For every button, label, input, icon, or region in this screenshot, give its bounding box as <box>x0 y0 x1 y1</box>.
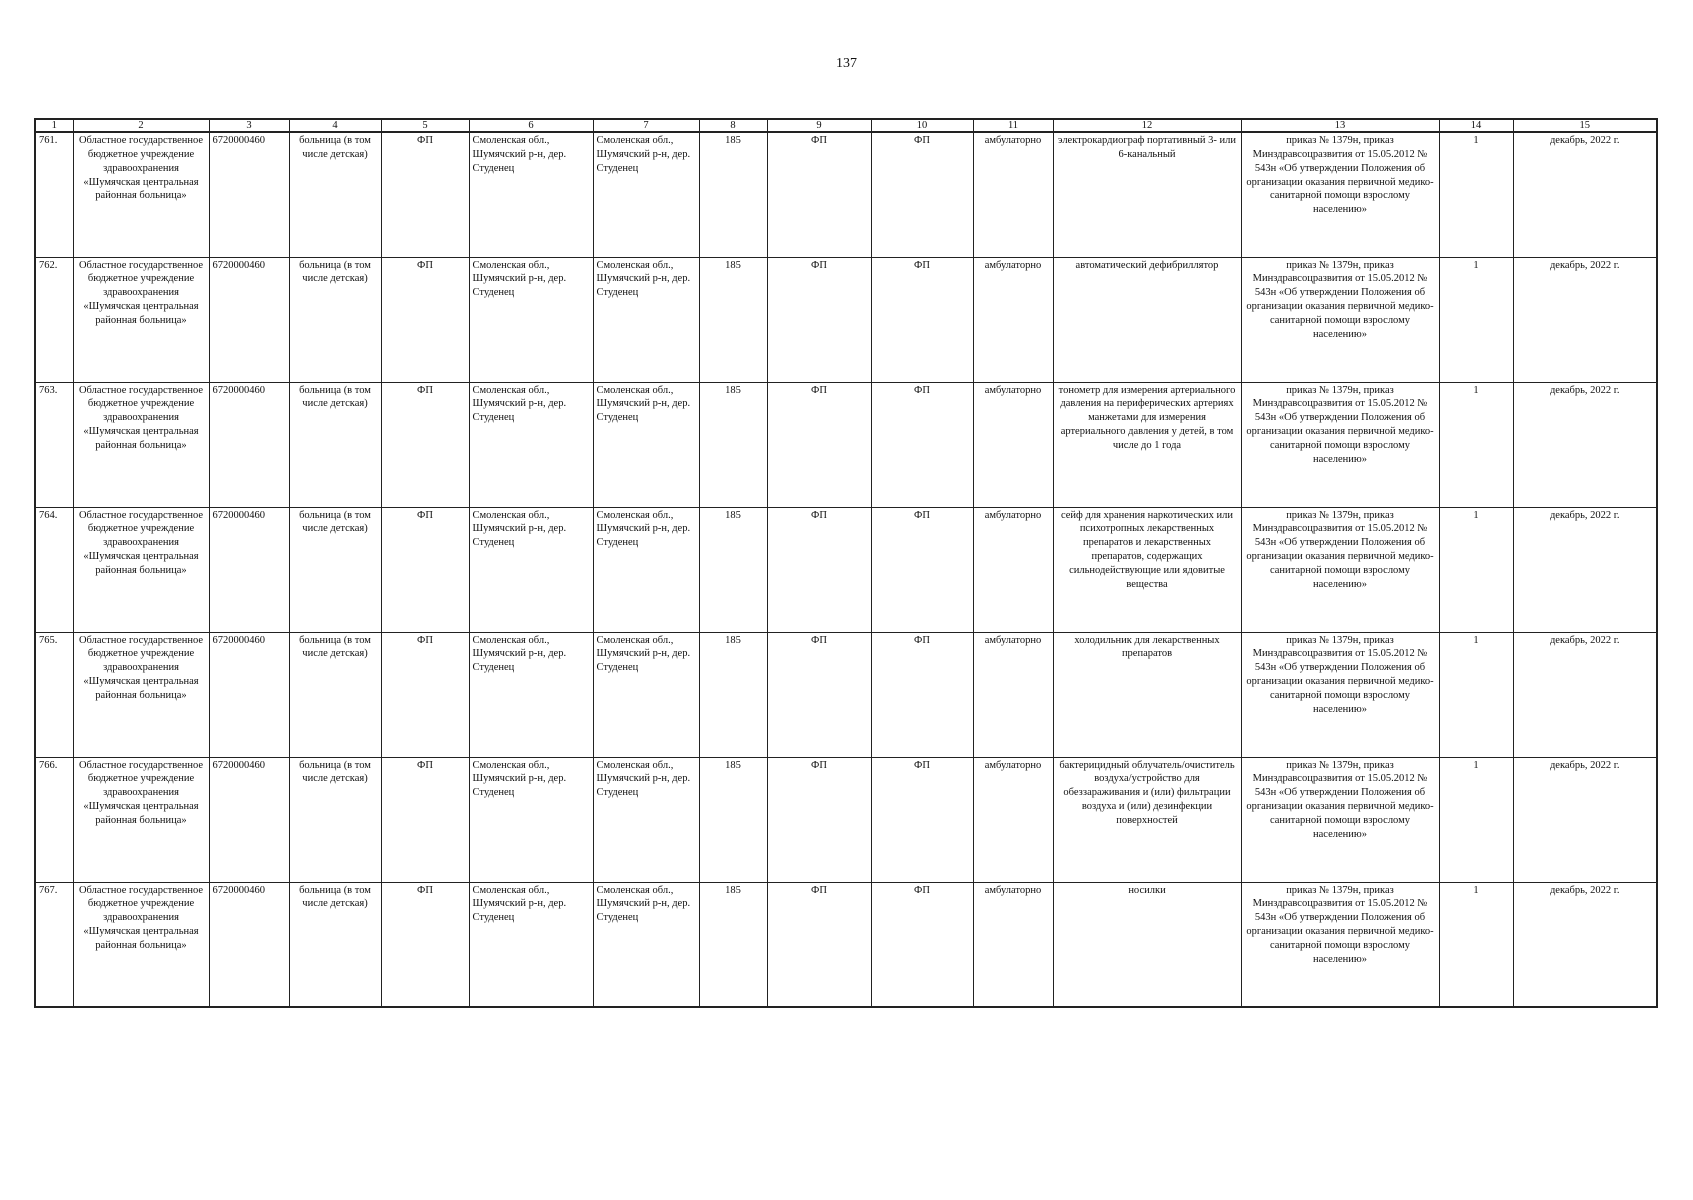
address-cell: Смоленская обл., Шумячский р-н, дер. Студенец <box>469 507 593 632</box>
col10-cell: ФП <box>871 132 973 257</box>
column-header: 1 <box>35 119 73 132</box>
mode-cell: амбулаторно <box>973 632 1053 757</box>
organization-cell: Областное государственное бюджетное учреждение здравоохранения «Шумячская центральная районная больница» <box>73 882 209 1007</box>
table-row <box>35 507 1657 632</box>
quantity-cell: 1 <box>1439 382 1513 507</box>
row-number: 765. <box>35 632 73 757</box>
column-header: 5 <box>381 119 469 132</box>
organization-cell: Областное государственное бюджетное учреждение здравоохранения «Шумячская центральная районная больница» <box>73 132 209 257</box>
unit-cell: ФП <box>381 132 469 257</box>
address-cell: Смоленская обл., Шумячский р-н, дер. Студенец <box>593 757 699 882</box>
address-cell: Смоленская обл., Шумячский р-н, дер. Студенец <box>593 882 699 1007</box>
quantity-cell: 1 <box>1439 257 1513 382</box>
column-header: 7 <box>593 119 699 132</box>
basis-cell: приказ № 1379н, приказ Минздравсоцразвития от 15.05.2012 № 543н «Об утверждении Положения об организации оказания первичной медико-санитарной помощи взрослому населению» <box>1241 882 1439 1007</box>
column-header: 9 <box>767 119 871 132</box>
col10-cell: ФП <box>871 507 973 632</box>
row-number: 762. <box>35 257 73 382</box>
address-cell: Смоленская обл., Шумячский р-н, дер. Студенец <box>469 882 593 1007</box>
column-header: 14 <box>1439 119 1513 132</box>
code-cell: 6720000460 <box>209 382 289 507</box>
type-cell: больница (в том числе детская) <box>289 507 381 632</box>
col9-cell: ФП <box>767 507 871 632</box>
column-header: 2 <box>73 119 209 132</box>
col10-cell: ФП <box>871 757 973 882</box>
header-row <box>35 119 1657 132</box>
mode-cell: амбулаторно <box>973 132 1053 257</box>
code-cell: 6720000460 <box>209 882 289 1007</box>
basis-cell: приказ № 1379н, приказ Минздравсоцразвития от 15.05.2012 № 543н «Об утверждении Положения об организации оказания первичной медико-санитарной помощи взрослому населению» <box>1241 632 1439 757</box>
code-cell: 6720000460 <box>209 257 289 382</box>
col9-cell: ФП <box>767 882 871 1007</box>
column-header: 4 <box>289 119 381 132</box>
address-cell: Смоленская обл., Шумячский р-н, дер. Студенец <box>593 632 699 757</box>
col8-cell: 185 <box>699 382 767 507</box>
address-cell: Смоленская обл., Шумячский р-н, дер. Студенец <box>593 507 699 632</box>
code-cell: 6720000460 <box>209 132 289 257</box>
row-number: 767. <box>35 882 73 1007</box>
address-cell: Смоленская обл., Шумячский р-н, дер. Студенец <box>593 382 699 507</box>
mode-cell: амбулаторно <box>973 882 1053 1007</box>
row-number: 763. <box>35 382 73 507</box>
table-row <box>35 632 1657 757</box>
table-row <box>35 757 1657 882</box>
col9-cell: ФП <box>767 757 871 882</box>
col8-cell: 185 <box>699 257 767 382</box>
quantity-cell: 1 <box>1439 132 1513 257</box>
address-cell: Смоленская обл., Шумячский р-н, дер. Студенец <box>593 257 699 382</box>
type-cell: больница (в том числе детская) <box>289 382 381 507</box>
unit-cell: ФП <box>381 632 469 757</box>
equipment-cell: автоматический дефибриллятор <box>1053 257 1241 382</box>
table-row <box>35 132 1657 257</box>
column-header: 15 <box>1513 119 1657 132</box>
quantity-cell: 1 <box>1439 757 1513 882</box>
col8-cell: 185 <box>699 632 767 757</box>
col8-cell: 185 <box>699 882 767 1007</box>
col9-cell: ФП <box>767 257 871 382</box>
column-header: 13 <box>1241 119 1439 132</box>
equipment-cell: бактерицидный облучатель/очиститель воздуха/устройство для обеззараживания и (или) фильтрации воздуха и (или) дезинфекции поверхностей <box>1053 757 1241 882</box>
equipment-cell: холодильник для лекарственных препаратов <box>1053 632 1241 757</box>
date-cell: декабрь, 2022 г. <box>1513 507 1657 632</box>
address-cell: Смоленская обл., Шумячский р-н, дер. Студенец <box>469 757 593 882</box>
unit-cell: ФП <box>381 507 469 632</box>
address-cell: Смоленская обл., Шумячский р-н, дер. Студенец <box>469 632 593 757</box>
basis-cell: приказ № 1379н, приказ Минздравсоцразвития от 15.05.2012 № 543н «Об утверждении Положения об организации оказания первичной медико-санитарной помощи взрослому населению» <box>1241 132 1439 257</box>
quantity-cell: 1 <box>1439 632 1513 757</box>
col8-cell: 185 <box>699 757 767 882</box>
equipment-cell: сейф для хранения наркотических или психотропных лекарственных препаратов и лекарственных препаратов, содержащих сильнодействующие или ядовитые вещества <box>1053 507 1241 632</box>
mode-cell: амбулаторно <box>973 757 1053 882</box>
col10-cell: ФП <box>871 882 973 1007</box>
table-row <box>35 257 1657 382</box>
date-cell: декабрь, 2022 г. <box>1513 132 1657 257</box>
col8-cell: 185 <box>699 507 767 632</box>
col8-cell: 185 <box>699 132 767 257</box>
basis-cell: приказ № 1379н, приказ Минздравсоцразвития от 15.05.2012 № 543н «Об утверждении Положения об организации оказания первичной медико-санитарной помощи взрослому населению» <box>1241 507 1439 632</box>
col10-cell: ФП <box>871 257 973 382</box>
organization-cell: Областное государственное бюджетное учреждение здравоохранения «Шумячская центральная районная больница» <box>73 382 209 507</box>
type-cell: больница (в том числе детская) <box>289 632 381 757</box>
mode-cell: амбулаторно <box>973 507 1053 632</box>
type-cell: больница (в том числе детская) <box>289 257 381 382</box>
date-cell: декабрь, 2022 г. <box>1513 757 1657 882</box>
unit-cell: ФП <box>381 257 469 382</box>
column-header: 10 <box>871 119 973 132</box>
quantity-cell: 1 <box>1439 507 1513 632</box>
basis-cell: приказ № 1379н, приказ Минздравсоцразвития от 15.05.2012 № 543н «Об утверждении Положения об организации оказания первичной медико-санитарной помощи взрослому населению» <box>1241 382 1439 507</box>
address-cell: Смоленская обл., Шумячский р-н, дер. Студенец <box>469 257 593 382</box>
equipment-registry-table <box>34 118 1658 1008</box>
address-cell: Смоленская обл., Шумячский р-н, дер. Студенец <box>593 132 699 257</box>
date-cell: декабрь, 2022 г. <box>1513 882 1657 1007</box>
address-cell: Смоленская обл., Шумячский р-н, дер. Студенец <box>469 132 593 257</box>
col9-cell: ФП <box>767 132 871 257</box>
page-number: 137 <box>836 56 857 71</box>
row-number: 766. <box>35 757 73 882</box>
column-header: 12 <box>1053 119 1241 132</box>
basis-cell: приказ № 1379н, приказ Минздравсоцразвития от 15.05.2012 № 543н «Об утверждении Положения об организации оказания первичной медико-санитарной помощи взрослому населению» <box>1241 757 1439 882</box>
col9-cell: ФП <box>767 632 871 757</box>
table-row <box>35 382 1657 507</box>
code-cell: 6720000460 <box>209 507 289 632</box>
equipment-cell: тонометр для измерения артериального давления на периферических артериях манжетами для измерения артериального давления у детей, в том числе до 1 года <box>1053 382 1241 507</box>
col10-cell: ФП <box>871 382 973 507</box>
type-cell: больница (в том числе детская) <box>289 882 381 1007</box>
mode-cell: амбулаторно <box>973 257 1053 382</box>
organization-cell: Областное государственное бюджетное учреждение здравоохранения «Шумячская центральная районная больница» <box>73 757 209 882</box>
date-cell: декабрь, 2022 г. <box>1513 257 1657 382</box>
organization-cell: Областное государственное бюджетное учреждение здравоохранения «Шумячская центральная районная больница» <box>73 632 209 757</box>
equipment-cell: носилки <box>1053 882 1241 1007</box>
date-cell: декабрь, 2022 г. <box>1513 632 1657 757</box>
unit-cell: ФП <box>381 382 469 507</box>
col9-cell: ФП <box>767 382 871 507</box>
equipment-cell: электрокардиограф портативный 3- или 6-канальный <box>1053 132 1241 257</box>
unit-cell: ФП <box>381 882 469 1007</box>
column-header: 3 <box>209 119 289 132</box>
col10-cell: ФП <box>871 632 973 757</box>
code-cell: 6720000460 <box>209 757 289 882</box>
code-cell: 6720000460 <box>209 632 289 757</box>
row-number: 761. <box>35 132 73 257</box>
row-number: 764. <box>35 507 73 632</box>
column-header: 8 <box>699 119 767 132</box>
table-row <box>35 882 1657 1007</box>
date-cell: декабрь, 2022 г. <box>1513 382 1657 507</box>
type-cell: больница (в том числе детская) <box>289 132 381 257</box>
column-header: 6 <box>469 119 593 132</box>
organization-cell: Областное государственное бюджетное учреждение здравоохранения «Шумячская центральная районная больница» <box>73 257 209 382</box>
organization-cell: Областное государственное бюджетное учреждение здравоохранения «Шумячская центральная районная больница» <box>73 507 209 632</box>
column-header: 11 <box>973 119 1053 132</box>
basis-cell: приказ № 1379н, приказ Минздравсоцразвития от 15.05.2012 № 543н «Об утверждении Положения об организации оказания первичной медико-санитарной помощи взрослому населению» <box>1241 257 1439 382</box>
quantity-cell: 1 <box>1439 882 1513 1007</box>
mode-cell: амбулаторно <box>973 382 1053 507</box>
address-cell: Смоленская обл., Шумячский р-н, дер. Студенец <box>469 382 593 507</box>
type-cell: больница (в том числе детская) <box>289 757 381 882</box>
unit-cell: ФП <box>381 757 469 882</box>
